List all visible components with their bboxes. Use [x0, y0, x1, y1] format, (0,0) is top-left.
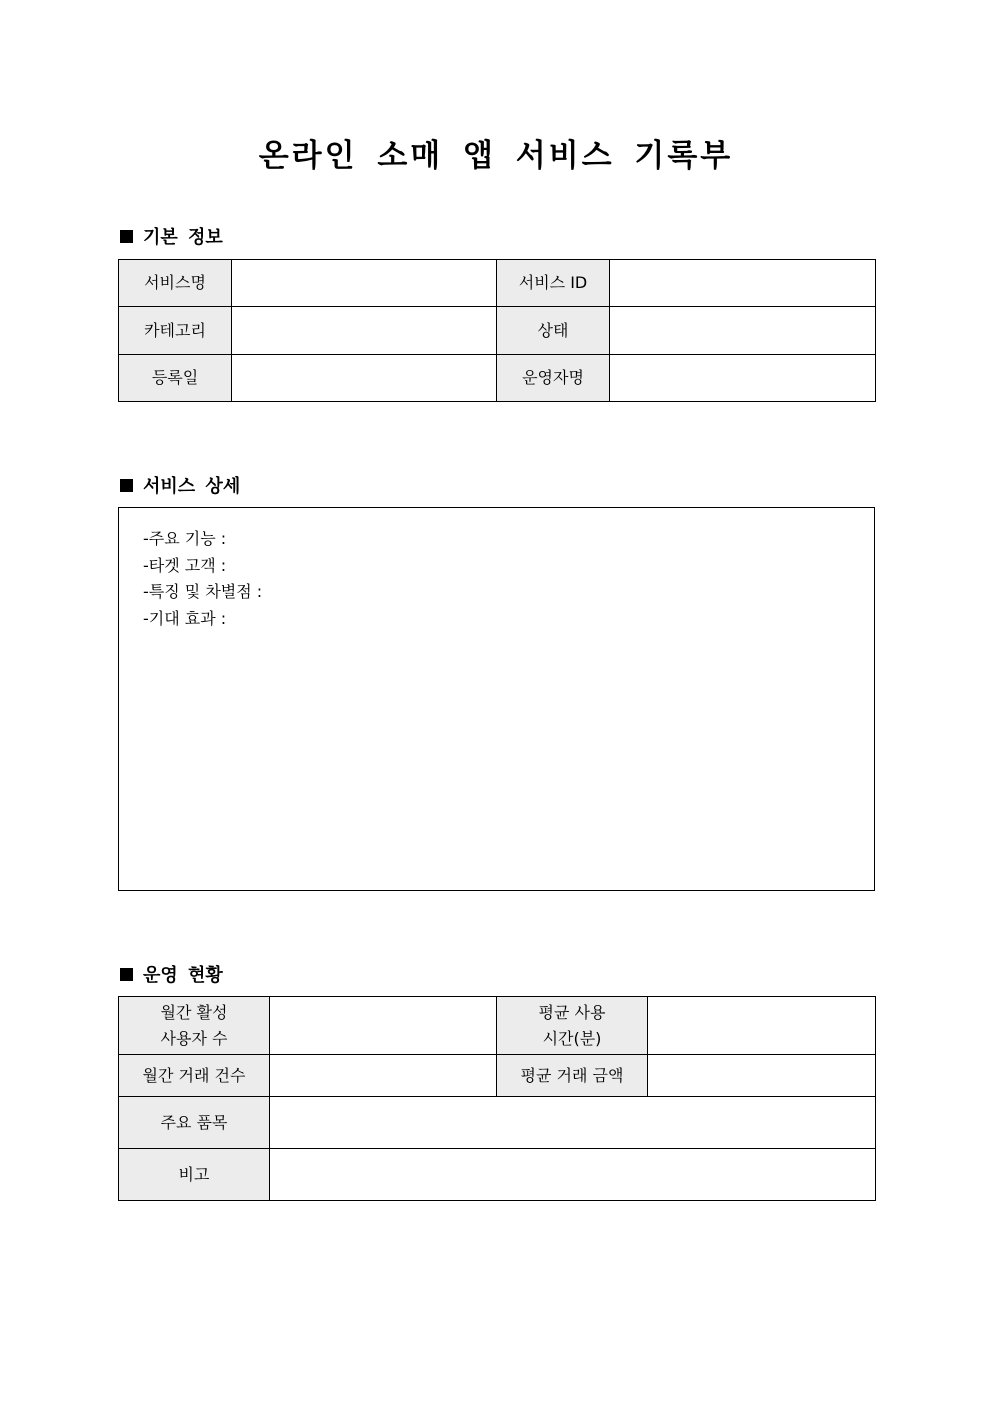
label-monthly-active-users	[119, 997, 270, 1055]
average-usage-time-field[interactable]	[648, 997, 876, 1055]
operator-name-field[interactable]	[610, 355, 876, 402]
label-mau-line2: 사용자 수	[160, 1028, 228, 1048]
detail-expected-effects: -기대 효과 :	[143, 608, 227, 628]
label-service-id: 서비스 ID	[497, 260, 610, 307]
label-avg-time-line2: 시간(분)	[542, 1028, 602, 1048]
square-bullet-icon	[120, 230, 133, 243]
monthly-transactions-field[interactable]	[270, 1055, 497, 1097]
section-basic-info-title: 기본 정보	[143, 227, 223, 248]
operation-table	[118, 996, 876, 1201]
section-service-detail-title: 서비스 상세	[143, 476, 241, 497]
table-row	[119, 307, 876, 355]
table-row	[119, 1149, 876, 1201]
label-status: 상태	[497, 307, 610, 355]
service-detail-list	[143, 526, 262, 632]
section-basic-info-heading	[120, 223, 223, 249]
page-title: 온라인 소매 앱 서비스 기록부	[258, 138, 734, 174]
table-row	[119, 997, 876, 1055]
label-average-usage-time	[497, 997, 648, 1055]
section-operation-heading	[120, 961, 223, 987]
label-service-name: 서비스명	[119, 260, 232, 307]
category-field[interactable]	[232, 307, 497, 355]
detail-differentiators: -특징 및 차별점 :	[143, 582, 263, 601]
label-average-transaction-amount: 평균 거래 금액	[497, 1055, 648, 1097]
table-row	[119, 1097, 876, 1149]
label-main-items: 주요 품목	[119, 1097, 270, 1149]
label-monthly-transactions: 월간 거래 건수	[119, 1055, 270, 1097]
label-avg-time-line1: 평균 사용	[538, 1002, 606, 1022]
label-mau-line1: 월간 활성	[160, 1002, 228, 1022]
registration-date-field[interactable]	[232, 355, 497, 402]
table-row	[119, 260, 876, 307]
label-note: 비고	[119, 1149, 270, 1201]
square-bullet-icon	[120, 968, 133, 981]
detail-target-customers: -타겟 고객 :	[143, 555, 227, 575]
label-operator-name: 운영자명	[497, 355, 610, 402]
detail-main-features: -주요 기능 :	[143, 529, 227, 548]
average-transaction-amount-field[interactable]	[648, 1055, 876, 1097]
label-registration-date: 등록일	[119, 355, 232, 402]
basic-info-table	[118, 259, 876, 402]
service-id-field[interactable]	[610, 260, 876, 307]
status-field[interactable]	[610, 307, 876, 355]
service-name-field[interactable]	[232, 260, 497, 307]
note-field[interactable]	[270, 1149, 876, 1201]
table-row	[119, 1055, 876, 1097]
section-operation-title: 운영 현황	[143, 965, 223, 986]
main-items-field[interactable]	[270, 1097, 876, 1149]
square-bullet-icon	[120, 479, 133, 492]
table-row	[119, 355, 876, 402]
label-category: 카테고리	[119, 307, 232, 355]
service-detail-box[interactable]	[118, 507, 875, 891]
monthly-active-users-field[interactable]	[270, 997, 497, 1055]
section-service-detail-heading	[120, 472, 240, 498]
